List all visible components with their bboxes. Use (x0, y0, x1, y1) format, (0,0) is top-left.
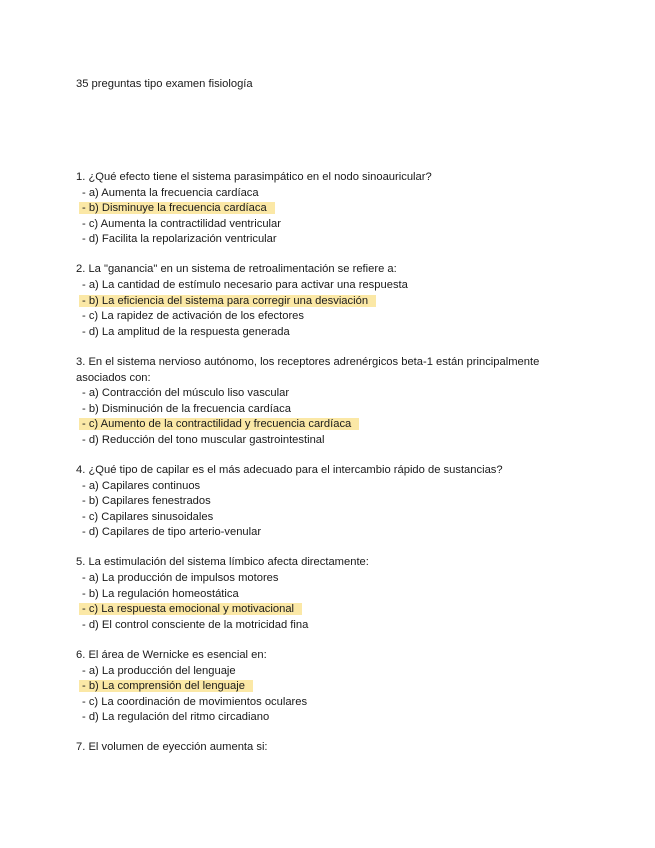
answer-option-text: - a) La producción de impulsos motores (82, 572, 279, 585)
answer-option-text: - d) La regulación del ritmo circadiano (82, 711, 270, 724)
answer-option (76, 510, 576, 526)
answer-option (76, 479, 576, 495)
answer-option (76, 386, 576, 402)
answer-option-text: - c) La rapidez de activación de los efectores (82, 310, 305, 323)
answer-option-text: - d) Reducción del tono muscular gastrointestinal (82, 433, 325, 446)
answer-option-text: - a) La producción del lenguaje (82, 664, 236, 677)
answer-option-text: - a) Contracción del músculo liso vascular (82, 387, 290, 400)
question-6 (76, 648, 576, 726)
answer-option-text: - b) La regulación homeostática (82, 587, 239, 600)
answer-option (76, 571, 576, 587)
question-text: 4. ¿Qué tipo de capilar es el más adecuado para el intercambio rápido de sustancias? (76, 464, 503, 476)
answer-option-text: - b) La comprensión del lenguaje (79, 680, 253, 692)
answer-option-text: - c) La respuesta emocional y motivacional (79, 603, 302, 615)
answer-option-text: - c) Capilares sinusoidales (82, 510, 214, 523)
question-text: 7. El volumen de eyección aumenta si: (76, 741, 268, 754)
answer-option (76, 710, 576, 726)
answer-option-text: - c) Aumenta la contractilidad ventricular (82, 217, 281, 230)
answer-option-text: - a) Capilares continuos (82, 479, 201, 492)
answer-option (76, 587, 576, 603)
answer-option (76, 217, 576, 233)
answer-option-text: - a) La cantidad de estímulo necesario para activar una respuesta (82, 279, 408, 292)
question-2 (76, 262, 576, 340)
answer-option-text: - b) La eficiencia del sistema para corregir una desviación (79, 295, 376, 307)
answer-option-text: - d) Facilita la repolarización ventricular (82, 233, 277, 246)
question-4 (76, 463, 576, 541)
answer-option (76, 278, 576, 294)
answer-option-highlighted (76, 679, 576, 695)
question-7 (76, 740, 576, 756)
answer-option-highlighted (76, 602, 576, 618)
answer-option (76, 664, 576, 680)
answer-option-text: - b) Capilares fenestrados (82, 495, 211, 508)
answer-option-text: - a) Aumenta la frecuencia cardíaca (82, 186, 259, 199)
question-text: 5. La estimulación del sistema límbico afecta directamente: (76, 556, 369, 569)
answer-option-text: - b) Disminución de la frecuencia cardíaca (82, 402, 291, 415)
answer-option-text: - d) La amplitud de la respuesta generada (82, 325, 290, 338)
answer-option (76, 695, 576, 711)
question-text: 3. En el sistema nervioso autónomo, los receptores adrenérgicos beta-1 están principalmente asociados con: (76, 355, 540, 384)
answer-option-text: - b) Disminuye la frecuencia cardíaca (79, 202, 275, 214)
answer-option-text: - d) El control consciente de la motricidad fina (82, 618, 309, 631)
question-5 (76, 555, 576, 633)
answer-option (76, 232, 576, 248)
answer-option-text: - c) Aumento de la contractilidad y frecuencia cardíaca (79, 418, 359, 430)
question-1 (76, 170, 576, 248)
question-3 (76, 355, 576, 449)
answer-option (76, 186, 576, 202)
answer-option (76, 494, 576, 510)
answer-option (76, 402, 576, 418)
answer-option-text: - d) Capilares de tipo arterio-venular (82, 526, 262, 539)
answer-option (76, 433, 576, 449)
answer-option (76, 325, 576, 341)
question-text: 6. El área de Wernicke es esencial en: (76, 648, 267, 661)
answer-option-highlighted (76, 294, 576, 310)
answer-option (76, 618, 576, 634)
answer-option-highlighted (76, 417, 576, 433)
question-text: 2. La "ganancia" en un sistema de retroalimentación se refiere a: (76, 263, 397, 276)
question-list (76, 170, 576, 771)
answer-option (76, 309, 576, 325)
answer-option (76, 525, 576, 541)
document-title: 35 preguntas tipo examen fisiología (76, 78, 253, 90)
answer-option-text: - c) La coordinación de movimientos oculares (82, 695, 308, 708)
answer-option-highlighted (76, 201, 576, 217)
question-text: 1. ¿Qué efecto tiene el sistema parasimpático en el nodo sinoauricular? (76, 171, 432, 183)
